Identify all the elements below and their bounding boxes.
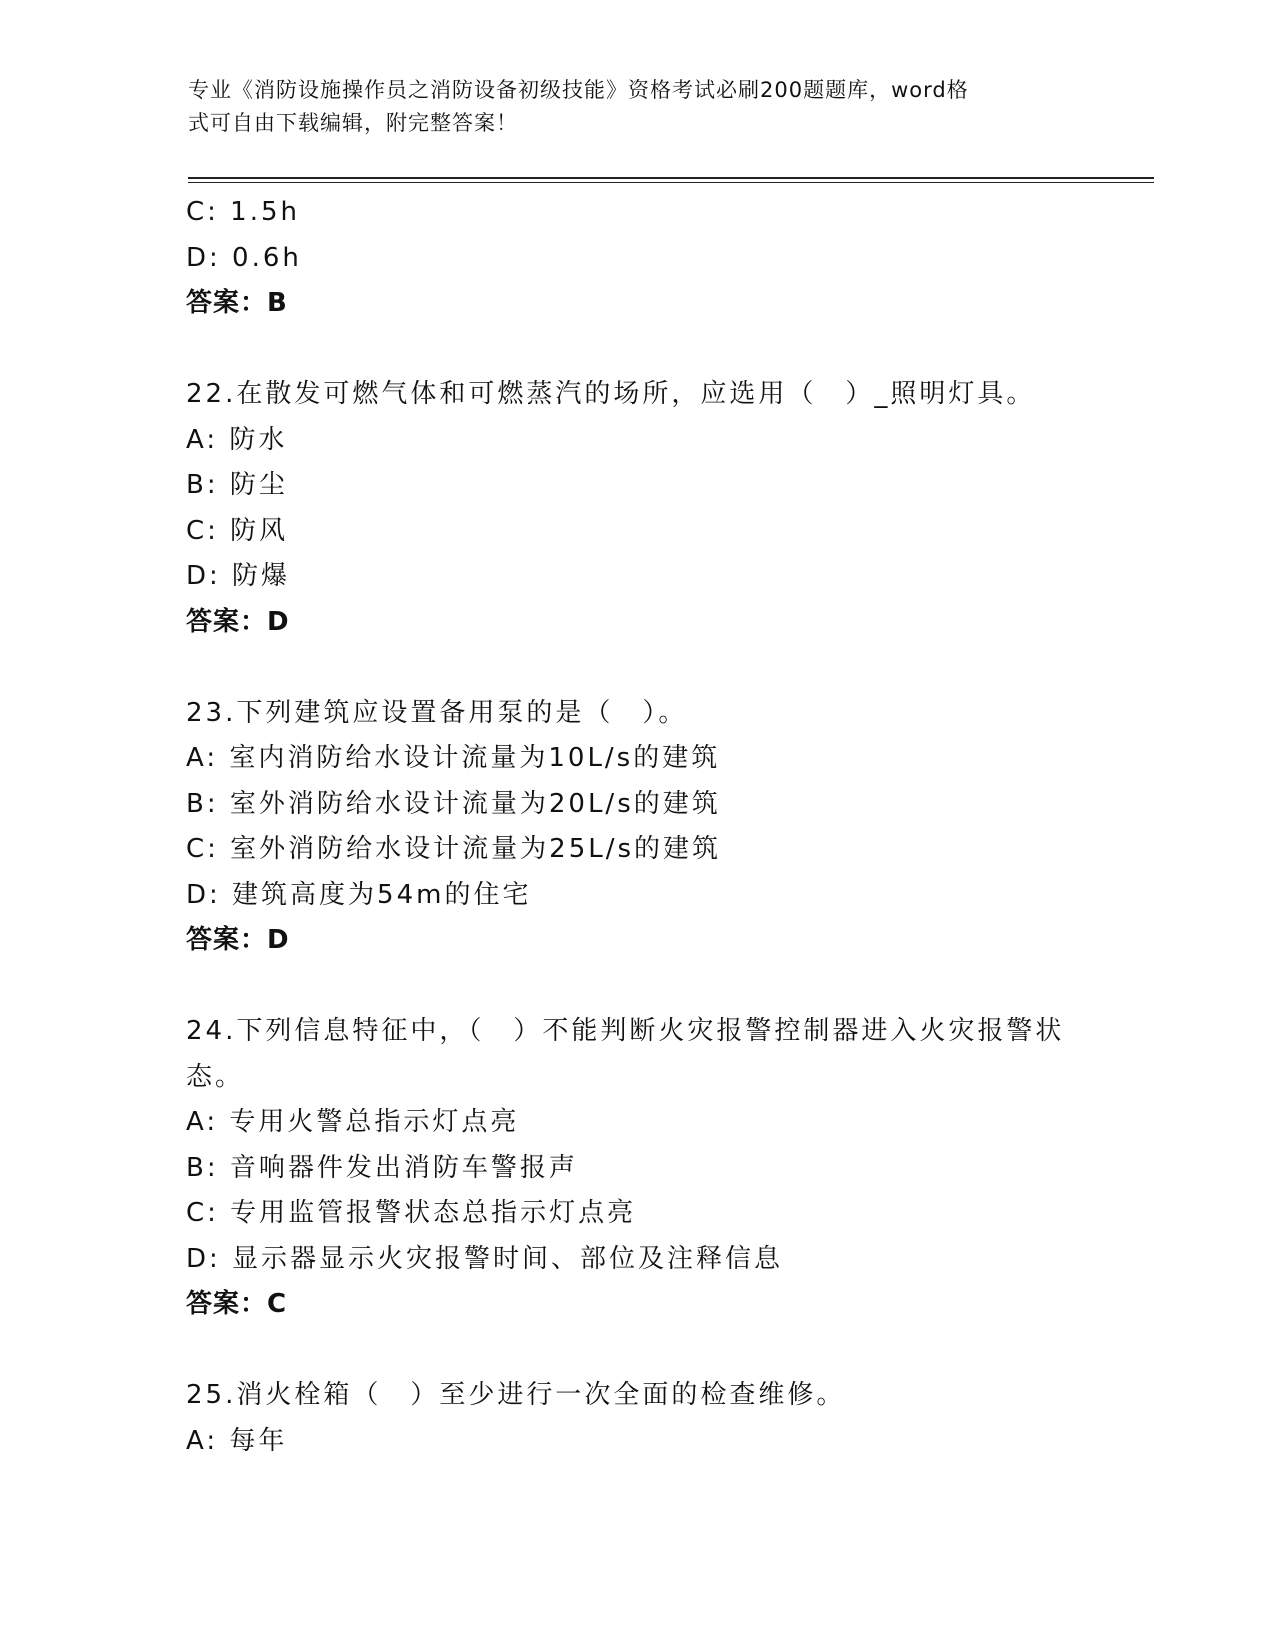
q24-option-b: B: 音响器件发出消防车警报声 [186, 1152, 578, 1183]
spacer [186, 327, 1086, 373]
q22-option-d: D: 防爆 [186, 561, 291, 591]
q25-question: 25.消火栓箱（ ）至少进行一次全面的检查维修。 [186, 1380, 846, 1410]
q24-option-a: A: 专用火警总指示灯点亮 [186, 1107, 520, 1137]
q24-question-line-2: 态。 [186, 1061, 245, 1092]
prev-option-d: D: 0.6h [186, 242, 302, 273]
document-header [188, 74, 1068, 140]
prev-option-c: C: 1.5h [186, 197, 301, 227]
spacer [186, 645, 1086, 691]
q25-option-a: A: 每年 [186, 1425, 288, 1456]
q24-question-line-1: 24.下列信息特征中，（ ）不能判断火灾报警控制器进入火灾报警状 [186, 1016, 1065, 1046]
q22-question: 22.在散发可燃气体和可燃蒸汽的场所，应选用（ ）_照明灯具。 [186, 379, 1036, 409]
q22-option-a: A: 防水 [186, 424, 288, 455]
q22-answer: 答案：D [186, 606, 290, 637]
header-title-line-1: 专业《消防设施操作员之消防设备初级技能》资格考试必刷200题题库，word格 [188, 78, 969, 102]
header-divider-thin [188, 182, 1154, 183]
q23-option-a: A: 室内消防给水设计流量为10L/s的建筑 [186, 743, 721, 773]
q22-option-c: C: 防风 [186, 515, 289, 546]
q23-option-c: C: 室外消防给水设计流量为25L/s的建筑 [186, 834, 722, 864]
q23-option-d: D: 建筑高度为54m的住宅 [186, 879, 532, 910]
q24-answer: 答案：C [186, 1289, 288, 1319]
question-list [186, 190, 1086, 1464]
q24-option-c: C: 专用监管报警状态总指示灯点亮 [186, 1198, 637, 1228]
header-divider-thick [188, 177, 1154, 179]
q24-option-d: D: 显示器显示火灾报警时间、部位及注释信息 [186, 1243, 784, 1274]
q23-option-b: B: 室外消防给水设计流量为20L/s的建筑 [186, 788, 721, 819]
spacer [186, 1328, 1086, 1374]
q23-answer: 答案：D [186, 925, 290, 955]
prev-answer: 答案：B [186, 288, 288, 318]
q23-question: 23.下列建筑应设置备用泵的是（ ）。 [186, 697, 688, 728]
q22-option-b: B: 防尘 [186, 470, 288, 500]
header-title-line-2: 式可自由下载编辑，附完整答案！ [188, 111, 518, 135]
spacer [186, 964, 1086, 1010]
